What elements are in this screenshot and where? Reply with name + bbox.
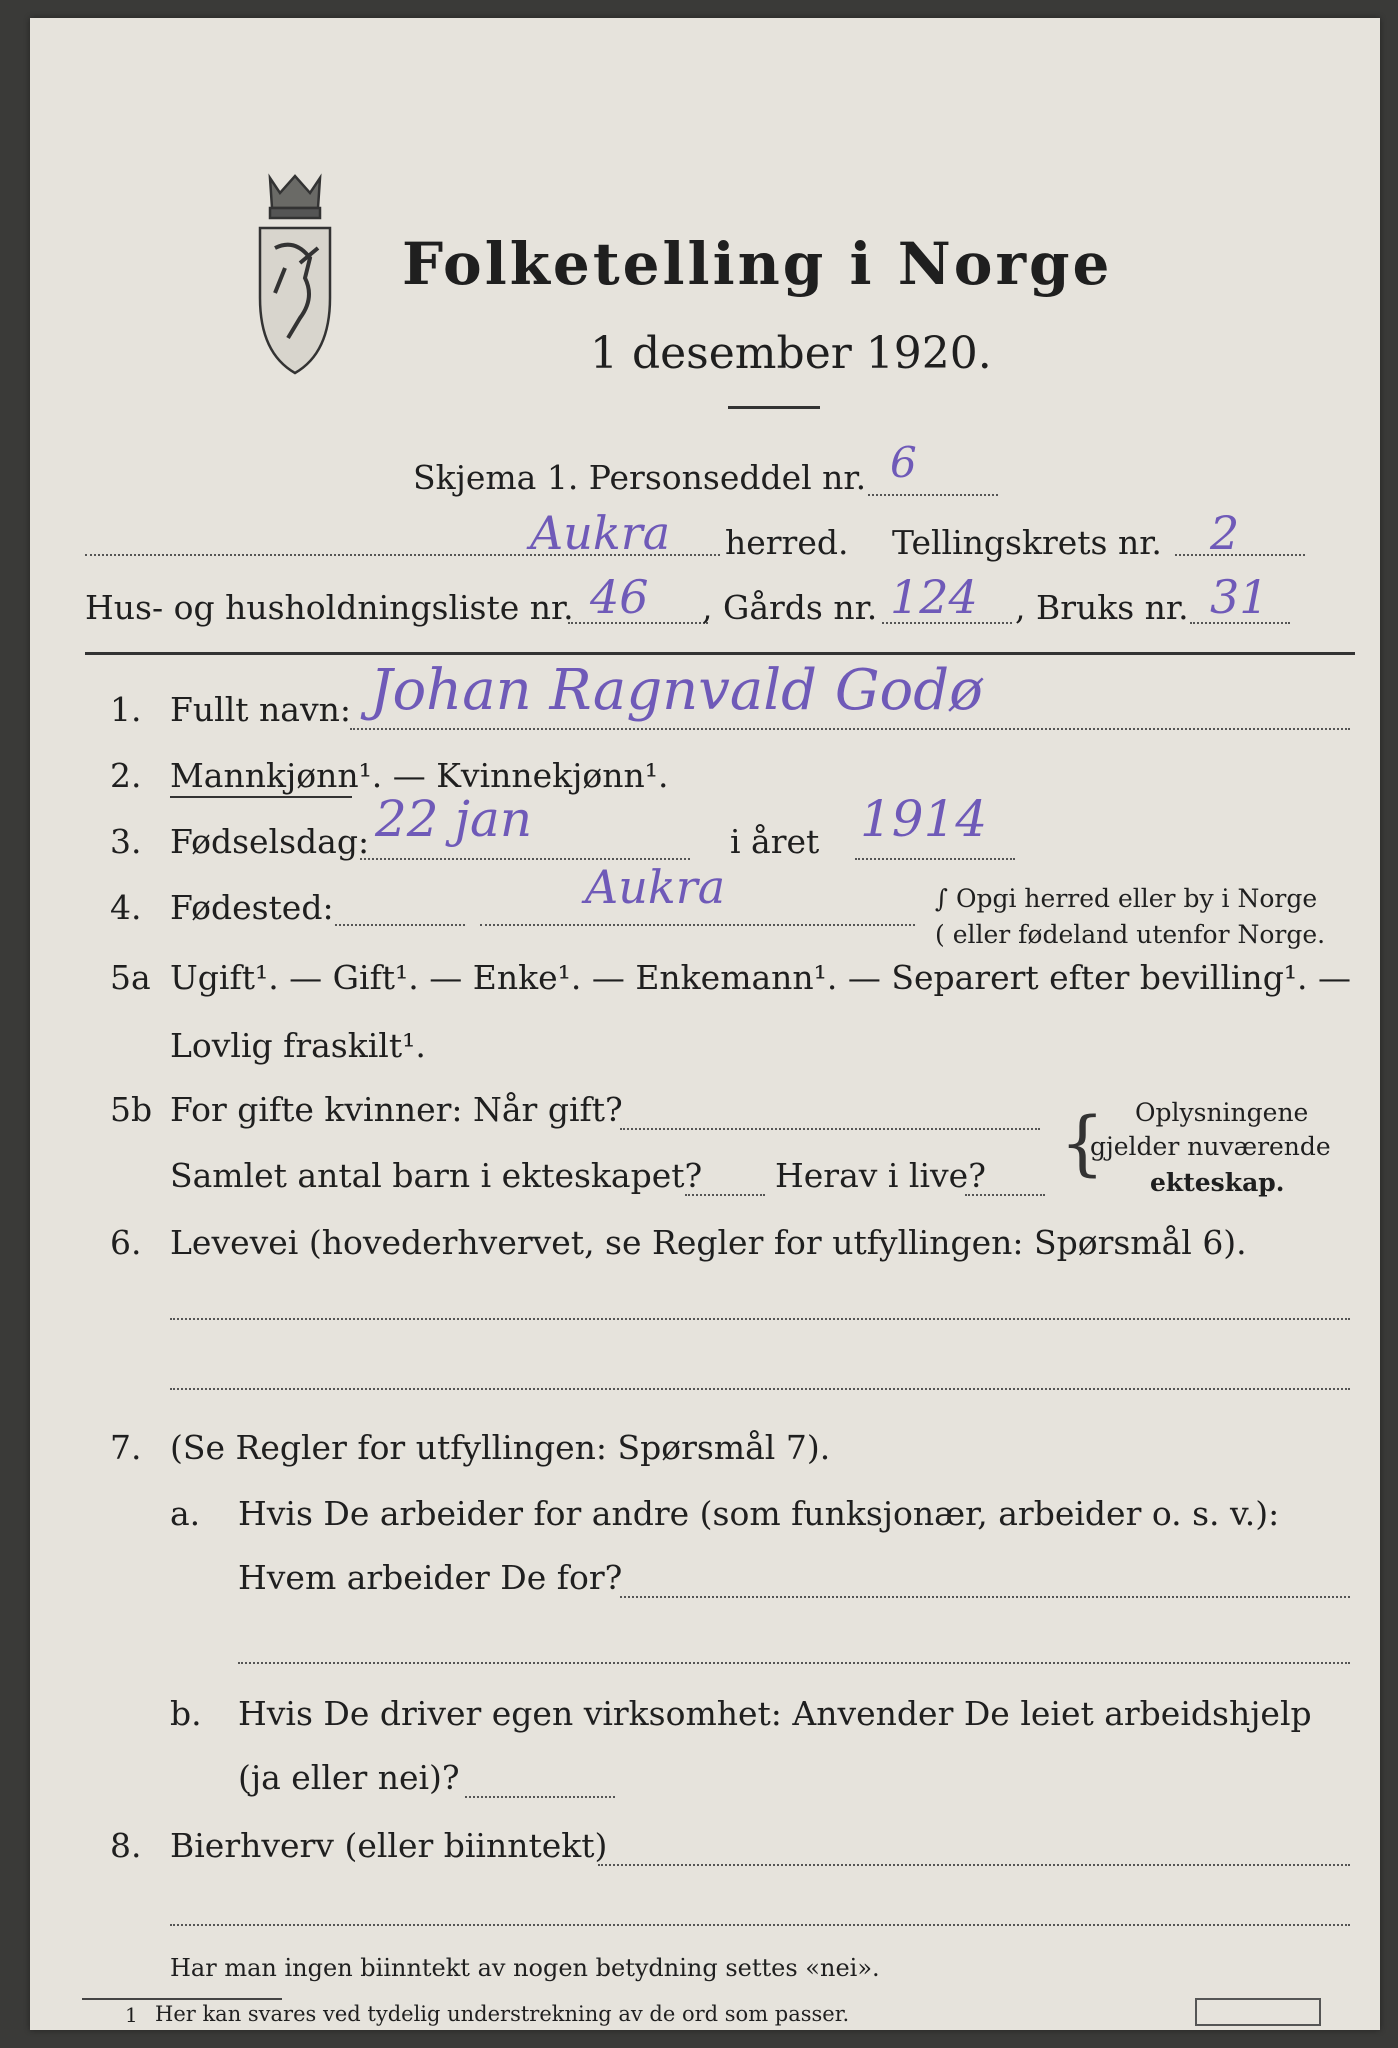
coat-of-arms-icon <box>240 168 350 378</box>
q5b-note1: Oplysningene <box>1135 1098 1309 1127</box>
q2-number: 2. <box>110 756 142 795</box>
children-total-line <box>685 1194 765 1196</box>
q4-note-line2: ( eller fødeland utenfor Norge. <box>935 920 1326 949</box>
occupation-line-2 <box>170 1388 1350 1390</box>
husholdning-label: Hus- og husholdningsliste nr. <box>85 588 574 627</box>
title-divider <box>728 406 820 409</box>
census-form-page <box>30 18 1380 2030</box>
tellingskrets-value: 2 <box>1210 506 1240 560</box>
q8-label: Bierhverv (eller biinntekt) <box>170 1826 608 1865</box>
birthplace-line-b <box>480 924 915 926</box>
children-alive-line <box>965 1194 1045 1196</box>
side-income-line-1 <box>598 1864 1350 1866</box>
q7-label: (Se Regler for utfyllingen: Spørsmål 7). <box>170 1428 831 1467</box>
q5a-marital-options: Ugift¹. — Gift¹. — Enke¹. — Enkemann¹. — Separert efter bevilling¹. — <box>170 958 1352 997</box>
herred-label: herred. <box>725 523 849 562</box>
q7b-letter: b. <box>170 1694 202 1733</box>
employer-line-2 <box>238 1662 1350 1664</box>
q5b-number: 5b <box>110 1090 153 1129</box>
q5b-note-bracket: { <box>1060 1102 1105 1184</box>
footer-note: Har man ingen biinntekt av nogen betydning settes «nei». <box>170 1954 880 1982</box>
form-title: Folketelling i Norge <box>402 230 1113 298</box>
birthdate-value: 22 jan <box>375 790 533 848</box>
mannkjonn-underline <box>170 796 352 798</box>
q7b-line2: (ja eller nei)? <box>238 1758 460 1797</box>
q7-number: 7. <box>110 1428 142 1467</box>
q4-note-line1: ∫ Opgi herred eller by i Norge <box>935 884 1318 913</box>
printer-stamp <box>1195 1998 1321 2026</box>
personseddel-value: 6 <box>890 438 917 487</box>
birthplace-line-a <box>335 924 465 926</box>
schema-label: Skjema 1. Personseddel nr. <box>413 458 867 497</box>
bruks-line <box>1190 622 1290 624</box>
q5b-note3: ekteskap. <box>1150 1168 1285 1197</box>
q5b-children-alive: Herav i live? <box>775 1156 986 1195</box>
hired-help-line <box>465 1796 615 1798</box>
tellingskrets-label: Tellingskrets nr. <box>892 523 1162 562</box>
q8-number: 8. <box>110 1826 142 1865</box>
q3-year-label: i året <box>730 822 820 861</box>
full-name-value: Johan Ragnvald Godø <box>370 658 983 723</box>
q5b-children-total: Samlet antal barn i ekteskapet? <box>170 1156 703 1195</box>
q4-number: 4. <box>110 888 142 927</box>
husholdning-value: 46 <box>590 570 649 624</box>
personseddel-line <box>868 494 998 496</box>
q7a-line1: Hvis De arbeider for andre (som funksjonær, arbeider o. s. v.): <box>238 1494 1280 1533</box>
q5b-married-when: For gifte kvinner: Når gift? <box>170 1090 623 1129</box>
q5a-marital-options-line2: Lovlig fraskilt¹. <box>170 1026 426 1065</box>
q5a-number: 5a <box>110 958 151 997</box>
gards-label: , Gårds nr. <box>702 588 878 627</box>
occupation-line-1 <box>170 1318 1350 1320</box>
birthplace-value: Aukra <box>585 860 726 914</box>
footnote-mark: 1 <box>125 2003 138 2027</box>
q3-number: 3. <box>110 822 142 861</box>
side-income-line-2 <box>170 1924 1350 1926</box>
gards-value: 124 <box>890 570 978 624</box>
q5b-note2: gjelder nuværende <box>1090 1132 1331 1161</box>
form-date: 1 desember 1920. <box>590 328 992 379</box>
q3-label: Fødselsdag: <box>170 822 370 861</box>
employer-line-1 <box>620 1596 1350 1598</box>
q7a-line2: Hvem arbeider De for? <box>238 1558 623 1597</box>
tellingskrets-line <box>1175 554 1305 556</box>
header-separator <box>85 652 1355 655</box>
q2-gender-options: Mannkjønn¹. — Kvinnekjønn¹. <box>170 756 669 795</box>
q1-number: 1. <box>110 690 142 729</box>
q7b-line1: Hvis De driver egen virksomhet: Anvender De leiet arbeidshjelp <box>238 1694 1312 1733</box>
birthyear-value: 1914 <box>860 790 988 848</box>
q6-label: Levevei (hovederhvervet, se Regler for utfyllingen: Spørsmål 6). <box>170 1223 1247 1262</box>
gards-line <box>882 622 1012 624</box>
bruks-label: , Bruks nr. <box>1015 588 1189 627</box>
footnote-rule <box>82 1998 282 2000</box>
bruks-value: 31 <box>1210 570 1269 624</box>
married-when-line <box>620 1128 1040 1130</box>
q7a-letter: a. <box>170 1494 201 1533</box>
q6-number: 6. <box>110 1223 142 1262</box>
q1-label: Fullt navn: <box>170 690 351 729</box>
husholdning-line <box>568 622 708 624</box>
herred-value: Aukra <box>530 506 671 560</box>
birthyear-line <box>855 858 1015 860</box>
footnote-text: Her kan svares ved tydelig understrekning av de ord som passer. <box>155 2002 850 2026</box>
full-name-line <box>350 728 1350 730</box>
q4-label: Fødested: <box>170 888 334 927</box>
